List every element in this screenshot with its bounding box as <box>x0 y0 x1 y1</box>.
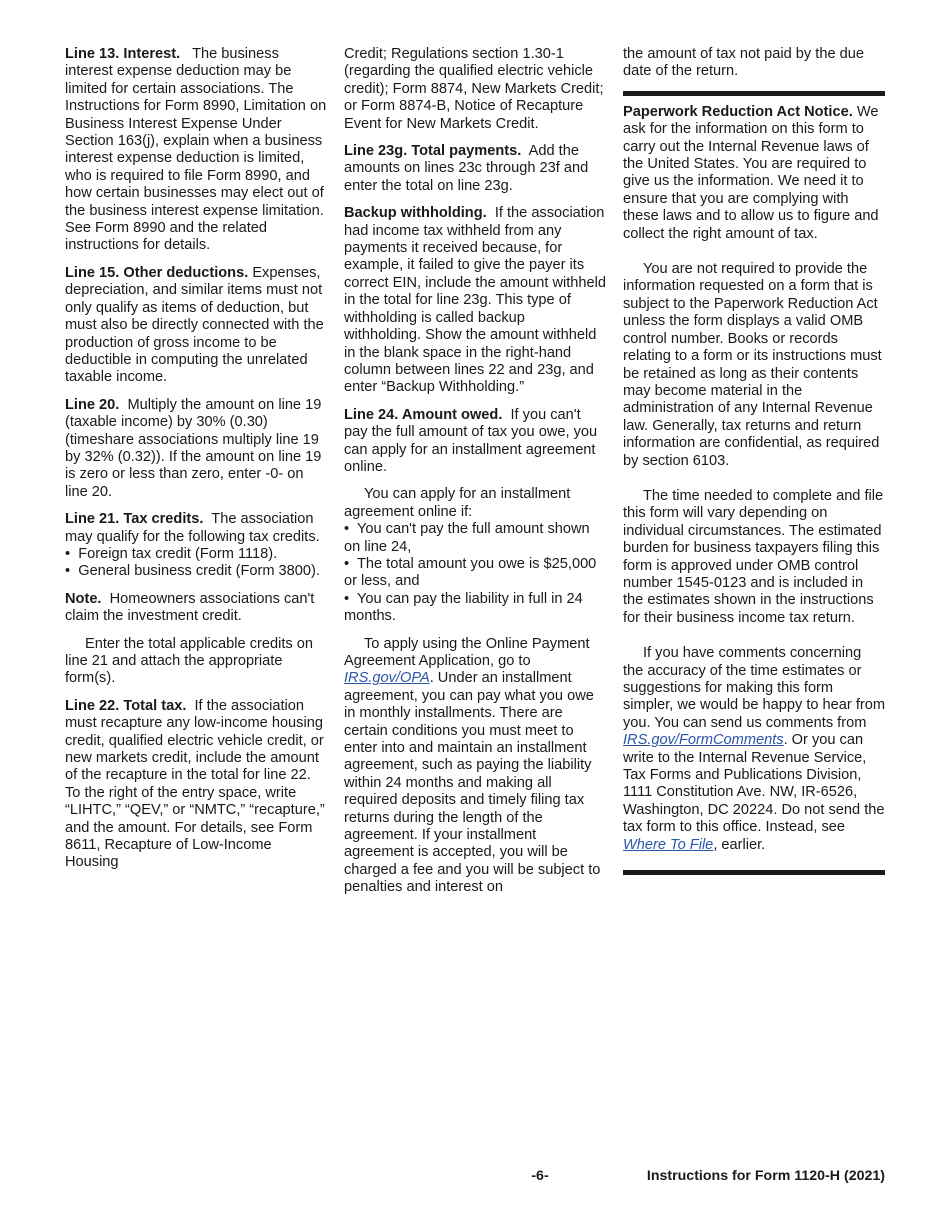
line13-paragraph <box>65 46 327 255</box>
line22-text: If the association must recapture any low-income housing credit, qualified electric vehicle credit, or new markets credit, include the amount of the recapture in the total for line 22. To the right of the entry space, write “LIHTC,” “QEV,” or “NMTC,” “recapture,” and the amount. For details, see Form 8611, Recapture of Low-Income Housing <box>65 697 325 871</box>
line24-heading: Line 24. Amount owed. <box>344 406 503 423</box>
column-2 <box>344 46 606 907</box>
list-item: • The total amount you owe is $25,000 or less, and <box>344 555 597 590</box>
line13-text: The business interest expense deduction may be limited for certain associations. The Instructions for Form 8990, Limitation on Business Interest Expense Under Section 163(j), explain when a business interest expense deduction is limited, who is required to file Form 8990, and how certain businesses may elect out of the business interest expense limitation. See Form 8990 and the related instructions for details. <box>65 46 327 254</box>
line20-heading: Line 20. <box>65 396 120 413</box>
line22-heading: Line 22. Total tax. <box>65 697 187 714</box>
section-end-divider <box>623 870 885 875</box>
form-title: Instructions for Form 1120-H (2021) <box>646 1168 885 1184</box>
pra-paragraph-2: You are not required to provide the information requested on a form that is subject to the Paperwork Reduction Act unless the form displays a valid OMB control number. Books or records relating to a form or its instructions must be retained as long as their contents may become material in the administration of any Internal Revenue law. Generally, tax returns and return information are confidential, as required by section 6103. <box>623 261 882 469</box>
pra-paragraph <box>623 104 885 243</box>
line23g-heading: Line 23g. Total payments. <box>344 143 522 160</box>
line21-heading: Line 21. Tax credits. <box>65 511 204 528</box>
pra-text: We ask for the information on this form to carry out the Internal Revenue laws of the United States. You are required to give us the information. We need it to ensure that you are complying with these laws and to allow us to figure and collect the right amount of tax. <box>623 103 879 242</box>
list-item: • Foreign tax credit (Form 1118). <box>65 545 278 562</box>
pra-heading: Paperwork Reduction Act Notice. <box>623 103 853 120</box>
irs-opa-link[interactable]: IRS.gov/OPA <box>344 670 430 687</box>
opa-paragraph: To apply using the Online Payment Agreement Application, go to IRS.gov/OPA. Under an installment agreement, you can pay what you owe in monthly installments. There are certain conditions you must meet to enter into and maintain an installment agreement, such as paying the liability within 24 months and making all required deposits and timely filing tax returns during the length of the agreement. If your installment agreement is accepted, you will be charged a fee and you will be subject to penalties and interest on <box>344 635 601 896</box>
note-heading: Note. <box>65 590 102 607</box>
list-item: • You can pay the liability in full in 24 months. <box>344 590 583 625</box>
enter-credits-paragraph: Enter the total applicable credits on line 21 and attach the appropriate form(s). <box>65 635 313 687</box>
line21-paragraph <box>65 511 327 546</box>
line20-paragraph <box>65 397 327 501</box>
note-paragraph <box>65 591 327 626</box>
backup-text: If the association had income tax withheld from any payments it received because, for example, it failed to give the payer its correct EIN, include the amount withheld in the total for line 23g. This type of withholding is called backup withholding. Show the amount withheld in the blank space in the right-hand column between lines 22 and 23g, and enter “Backup Withholding.” <box>344 205 607 396</box>
list-item: • You can't pay the full amount shown on line 24, <box>344 521 590 555</box>
list-item: • General business credit (Form 3800). <box>65 563 320 580</box>
line23g-text: Add the amounts on lines 23c through 23f and enter the total on line 23g. <box>344 143 589 194</box>
page-number: -6- <box>531 1168 549 1184</box>
backup-paragraph <box>344 205 606 396</box>
section-divider <box>623 91 885 96</box>
line21-text: The association may qualify for the following tax credits. <box>65 511 320 545</box>
line22-continued: Credit; Regulations section 1.30-1 (regarding the qualified electric vehicle credit); Form 8874, New Markets Credit; or Form 8874-B, Notice of Recapture Event for New Markets Credit. <box>344 46 604 132</box>
column-1 <box>65 46 327 882</box>
line24-paragraph <box>344 407 606 477</box>
where-to-file-link[interactable]: Where To File <box>623 836 714 853</box>
line23g-paragraph <box>344 143 606 195</box>
line15-paragraph <box>65 265 327 387</box>
line15-heading: Line 15. Other deductions. <box>65 264 249 281</box>
column3-continued: the amount of tax not paid by the due date of the return. <box>623 46 864 80</box>
page-footer <box>65 1168 885 1186</box>
apply-intro: You can apply for an installment agreement online if: <box>344 486 571 520</box>
form-comments-link[interactable]: IRS.gov/FormComments <box>623 732 784 749</box>
line15-text: Expenses, depreciation, and similar items must not only qualify as items of deduction, but must also be directly connected with the production of gross income to be deductible in computing the unrelated taxable income. <box>65 264 324 386</box>
column-3 <box>623 46 885 875</box>
backup-heading: Backup withholding. <box>344 205 487 222</box>
pra-paragraph-3: The time needed to complete and file this form will vary depending on individual circumstances. The estimated burden for business taxpayers filing this form is approved under OMB control number 1545-0123 and is included in the estimates shown in the instructions for their business income tax return. <box>623 487 884 626</box>
line24-text: If you can't pay the full amount of tax you owe, you can apply for an installment agreement online. <box>344 406 598 475</box>
line22-paragraph <box>65 698 327 872</box>
pra-paragraph-4: If you have comments concerning the accuracy of the time estimates or suggestions for making this form simpler, we would be happy to hear from you. You can send us comments from IRS.gov/FormComments. Or you can write to the Internal Revenue Service, Tax Forms and Publications Division, 1111 Constitution Ave. NW, IR-6526, Washington, DC 20224. Do not send the tax form to this office. Instead, see Where To File, earlier. <box>623 645 886 853</box>
line20-text: Multiply the amount on line 19 (taxable income) by 30% (0.30) (timeshare associations multiply line 19 by 32% (0.32)). If the amount on line 19 is zero or less than zero, enter -0- on line 20. <box>65 396 322 500</box>
note-text: Homeowners associations can't claim the investment credit. <box>65 590 315 625</box>
line13-heading: Line 13. Interest. <box>65 46 181 62</box>
